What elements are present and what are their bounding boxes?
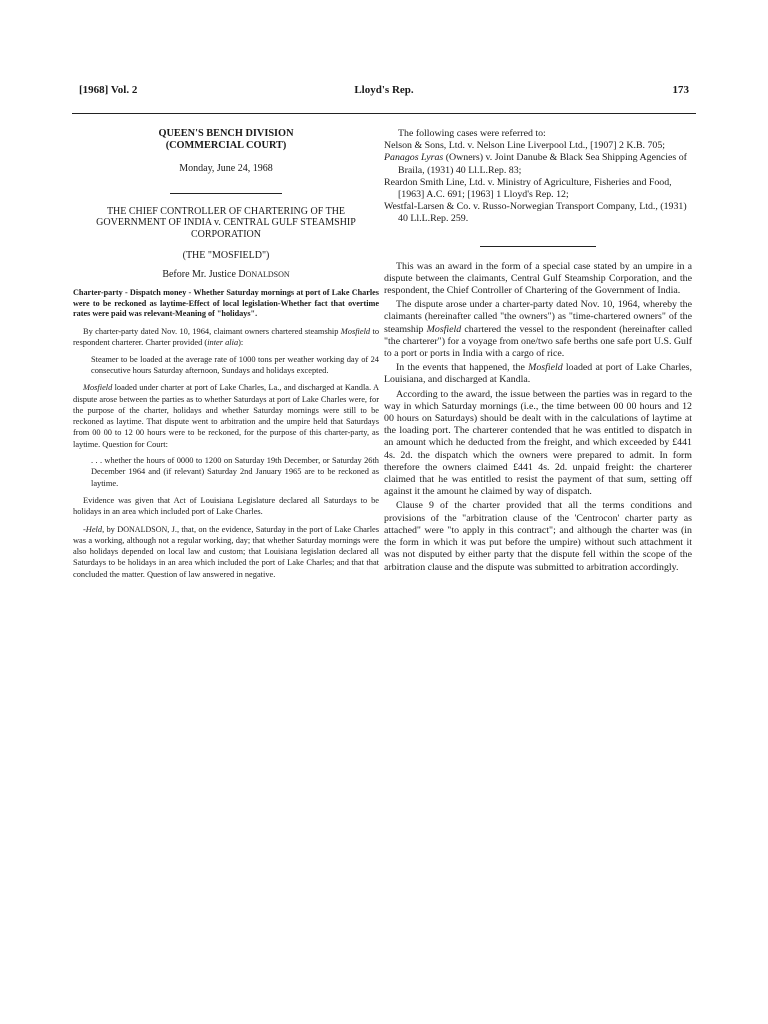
- cases-heading: The following cases were referred to:: [398, 128, 546, 139]
- header-rule: [72, 113, 696, 114]
- volume-label: [1968] Vol. 2: [79, 84, 138, 96]
- body-text: In the events that happened, the: [396, 362, 529, 374]
- judge-name-rest: ONALDSON: [123, 524, 168, 534]
- headnote-text: to respondent charterer. Charter provided (: [73, 327, 380, 348]
- divider: [170, 193, 282, 194]
- court-heading: [73, 128, 379, 153]
- case-text: Nelson & Sons, Ltd. v. Nelson Line Liverpool Ltd., [1907] 2 K.B. 705;: [384, 140, 666, 152]
- cases-list: [384, 140, 692, 225]
- left-column: [73, 128, 379, 580]
- held-text: , J., that, on the evidence, Saturday in the port of Lake Charles was a working, although not a regular working, day; that whether Saturday mornings were also holidays depended on local law and custom; that Louisiana legislation declared all Saturdays to be holidays in an area which included the port of Lake Charles; and that that concluded the matter. Question of law answered in negative.: [73, 524, 379, 579]
- case-text: Westfal-Larsen & Co. v. Russo-Norwegian Transport Company, Ltd., (1931) 40 Ll.L.Rep. 259.: [384, 201, 687, 225]
- case-citation: [384, 177, 692, 201]
- case-name: Panagos Lyras: [384, 152, 444, 164]
- court-name: QUEEN'S BENCH DIVISION: [158, 128, 294, 139]
- held-text: , by: [102, 524, 118, 534]
- case-text: Reardon Smith Line, Ltd. v. Ministry of Agriculture, Fisheries and Food, [1963] A.C. 691; [1963] 1 Lloyd's Rep. 12;: [384, 176, 672, 201]
- right-column: [384, 128, 692, 576]
- body-paragraph: According to the award, the issue between the parties was in regard to the way in which Saturday mornings (i.e., the time between 00 00 hours and 12 00 hours on Saturdays) should be dealt with in the calculations of laytime at the loading port. The charterer contended that he was entitled to dispatch in an amount which he deducted from the freight, and which exceeded by £441 4s. 2d. the dispatch which the owners were prepared to admit. In form therefore the owners claimed £441 4s. 2d. unpaid freight: the charterer claimed that he was entitled to resist the payment of that sum, setting off against it the amount he claimed by way of dispatch.: [384, 388, 692, 498]
- ship-name: (THE "MOSFIELD"): [182, 249, 270, 261]
- body-text: The dispute arose under a charter-party dated Nov. 10, 1964, whereby the claimants (hereinafter called "the owners") as "time-chartered owners" of the steamship: [384, 299, 692, 335]
- judge-initial: D: [117, 524, 124, 534]
- before-prefix: Before Mr. Justice: [162, 268, 239, 280]
- body-paragraph: This was an award in the form of a special case stated by an umpire in a dispute between the claimants, Central Gulf Steamship Corporation, and the respondent, the Chief Controller of Chartering of the Government of India.: [384, 260, 692, 297]
- divider: [480, 246, 596, 247]
- latin-term: inter alia: [207, 338, 239, 348]
- before-judge: [73, 269, 379, 280]
- publication-title: Lloyd's Rep.: [354, 84, 414, 96]
- body-paragraph: [384, 299, 692, 360]
- ship-ref: Mosfield: [83, 383, 113, 393]
- headnote-text: ):: [238, 338, 244, 348]
- headnote-paragraph: [73, 382, 379, 450]
- held-paragraph: [73, 524, 379, 580]
- body-paragraph: Clause 9 of the charter provided that all the terms conditions and provisions of the "arbitration clause of the 'Centrocon' charter party as attached" were "to apply in this contract"; and although the charter was (in the form in which it was put before the umpire) without such attachment it was not disputed by either party that the dispute fell within the scope of the arbitration clause and the dispute was submitted to arbitration accordingly.: [384, 500, 692, 573]
- ship-ref: Mosfield: [340, 327, 371, 337]
- case-text: (Owners) v. Joint Danube & Black Sea Shipping Agencies of Braila, (1931) 40 Ll.L.Rep. 83;: [398, 152, 687, 176]
- case-citation: [384, 201, 692, 225]
- case-citation: [384, 152, 692, 176]
- case-parties: THE CHIEF CONTROLLER OF CHARTERING OF THE GOVERNMENT OF INDIA v. CENTRAL GULF STEAMSHIP CORPORATION: [96, 205, 356, 241]
- headnote-paragraph: [73, 326, 379, 349]
- hearing-date: Monday, June 24, 1968: [179, 162, 273, 174]
- ship-ref: Mosfield: [528, 362, 563, 374]
- judge-initial: D: [238, 268, 246, 280]
- headnote-text: loaded under charter at port of Lake Charles, La., and discharged at Kandla. A dispute arose between the parties as to whether Saturdays at port of Lake Charles were, for the purpose of the charter, holidays and whether Saturday mornings were still to be reckoned as laytime. That dispute went to arbitration and the umpire held that Saturdays from 00 00 to 12 00 hours were to be reckoned, for the purpose of this charter-party, as laytime. Question for Court:: [73, 383, 379, 449]
- page-number: 173: [672, 84, 689, 96]
- body-paragraph: [384, 362, 692, 386]
- ship-ref: Mosfield: [426, 323, 462, 335]
- body-text: loaded at port of Lake Charles, Louisiana, and discharged at Kandla.: [384, 362, 692, 386]
- headnote-text: By charter-party dated Nov. 10, 1964, claimant owners chartered steamship: [83, 327, 341, 337]
- charter-quote: Steamer to be loaded at the average rate of 1000 tons per weather working day of 24 consecutive hours Saturday afternoon, Sundays and holidays excepted.: [91, 354, 379, 375]
- judge-name-rest: ONALDSON: [245, 269, 290, 279]
- catchwords: Charter-party - Dispatch money - Whether Saturday mornings at port of Lake Charles were to be reckoned as laytime-Effect of local legislation-Whether fact that overtime rates were paid was relevant-Meaning of "holidays".: [73, 288, 379, 319]
- running-header: [79, 84, 689, 100]
- held-label: -Held: [83, 524, 103, 534]
- case-citation: [384, 140, 692, 152]
- court-division: (COMMERCIAL COURT): [165, 140, 287, 152]
- body-text: chartered the vessel to the respondent (hereinafter called "the charterer") for a voyage from one/two safe berths one safe port U.S. Gulf to a port or ports in India with a cargo of rice.: [384, 323, 693, 360]
- question-quote: . . . whether the hours of 0000 to 1200 on Saturday 19th December, or Saturday 26th December 1964 and (if relevant) Saturday 2nd January 1965 are to be reckoned as laytime.: [91, 456, 379, 488]
- headnote-paragraph: Evidence was given that Act of Louisiana Legislature declared all Saturdays to be holidays in an area which included port of Lake Charles.: [73, 495, 379, 517]
